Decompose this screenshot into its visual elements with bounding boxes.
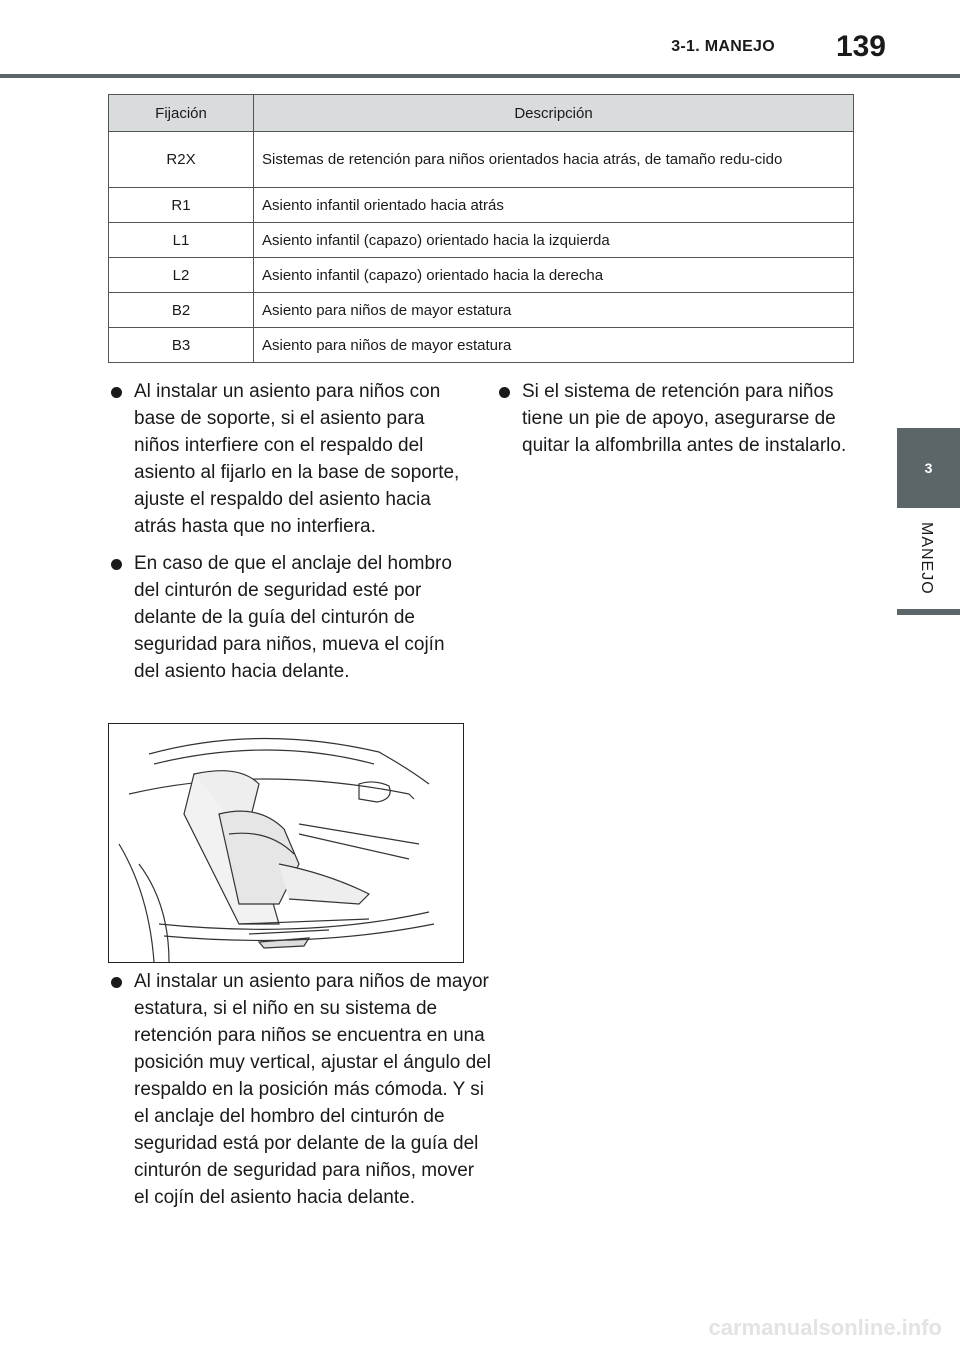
description-cell: Asiento para niños de mayor estatura	[254, 328, 854, 363]
chapter-tab-divider	[897, 609, 960, 615]
car-seat-drawing	[109, 724, 463, 962]
bullet-dot-icon	[111, 387, 122, 398]
table-row	[109, 223, 854, 258]
description-cell: Asiento para niños de mayor estatura	[254, 293, 854, 328]
fixation-cell: B3	[109, 328, 254, 363]
table-row	[109, 293, 854, 328]
header-divider	[0, 74, 960, 78]
bullet-item	[108, 378, 468, 540]
fixation-cell: L1	[109, 223, 254, 258]
bullet-text: En caso de que el anclaje del hombro del cinturón de seguridad esté por delante de la guía del cinturón de seguridad para niños, mueva el cojín del asiento hacia delante.	[134, 553, 452, 682]
table-row	[109, 328, 854, 363]
bullet-text: Al instalar un asiento para niños con base de soporte, si el asiento para niños interfiere con el respaldo del asiento al fijarlo en la base de soporte, ajuste el respaldo del asiento hacia atrás hasta que no interfiera.	[134, 381, 460, 537]
description-cell: Asiento infantil (capazo) orientado hacia la derecha	[254, 258, 854, 293]
bullet-text: Al instalar un asiento para niños de mayor estatura, si el niño en su sistema de retención para niños se encuentra en una posición muy vertical, ajustar el ángulo del respaldo en la posición más cómoda. Y si el anclaje del hombro del cinturón de seguridad está por delante de la guía del cinturón de seguridad para niños, mover el cojín del asiento hacia delante.	[134, 971, 491, 1208]
chapter-tab-label: MANEJO	[918, 522, 935, 595]
bullet-dot-icon	[499, 387, 510, 398]
description-cell: Asiento infantil (capazo) orientado hacia la izquierda	[254, 223, 854, 258]
description-cell: Sistemas de retención para niños orientados hacia atrás, de tamaño redu-cido	[254, 132, 854, 188]
table-header-row	[109, 95, 854, 132]
child-seat-illustration	[108, 723, 464, 963]
bullet-dot-icon	[111, 559, 122, 570]
fixation-cell: R1	[109, 188, 254, 223]
chapter-tab-label-box	[897, 508, 960, 609]
watermark: carmanualsonline.info	[708, 1315, 942, 1340]
left-column	[108, 378, 468, 695]
description-cell: Asiento infantil orientado hacia atrás	[254, 188, 854, 223]
table-row	[109, 188, 854, 223]
right-column	[496, 378, 856, 469]
fixation-cell: L2	[109, 258, 254, 293]
table-row	[109, 132, 854, 188]
fixation-cell: R2X	[109, 132, 254, 188]
bullet-dot-icon	[111, 977, 122, 988]
page-number: 139	[835, 30, 886, 63]
table-row	[109, 258, 854, 293]
column-header-description: Descripción	[254, 95, 854, 132]
bullet-item	[496, 378, 856, 459]
chapter-tab-number: 3	[897, 428, 960, 508]
bullet-item	[108, 550, 468, 685]
bullet-text: Si el sistema de retención para niños tiene un pie de apoyo, asegurarse de quitar la alfombrilla antes de instalarlo.	[522, 381, 847, 456]
bullet-item	[108, 968, 494, 1211]
fixation-cell: B2	[109, 293, 254, 328]
section-title: 3-1. MANEJO	[671, 38, 775, 55]
column-header-fixation: Fijación	[109, 95, 254, 132]
fixation-table	[108, 94, 854, 363]
